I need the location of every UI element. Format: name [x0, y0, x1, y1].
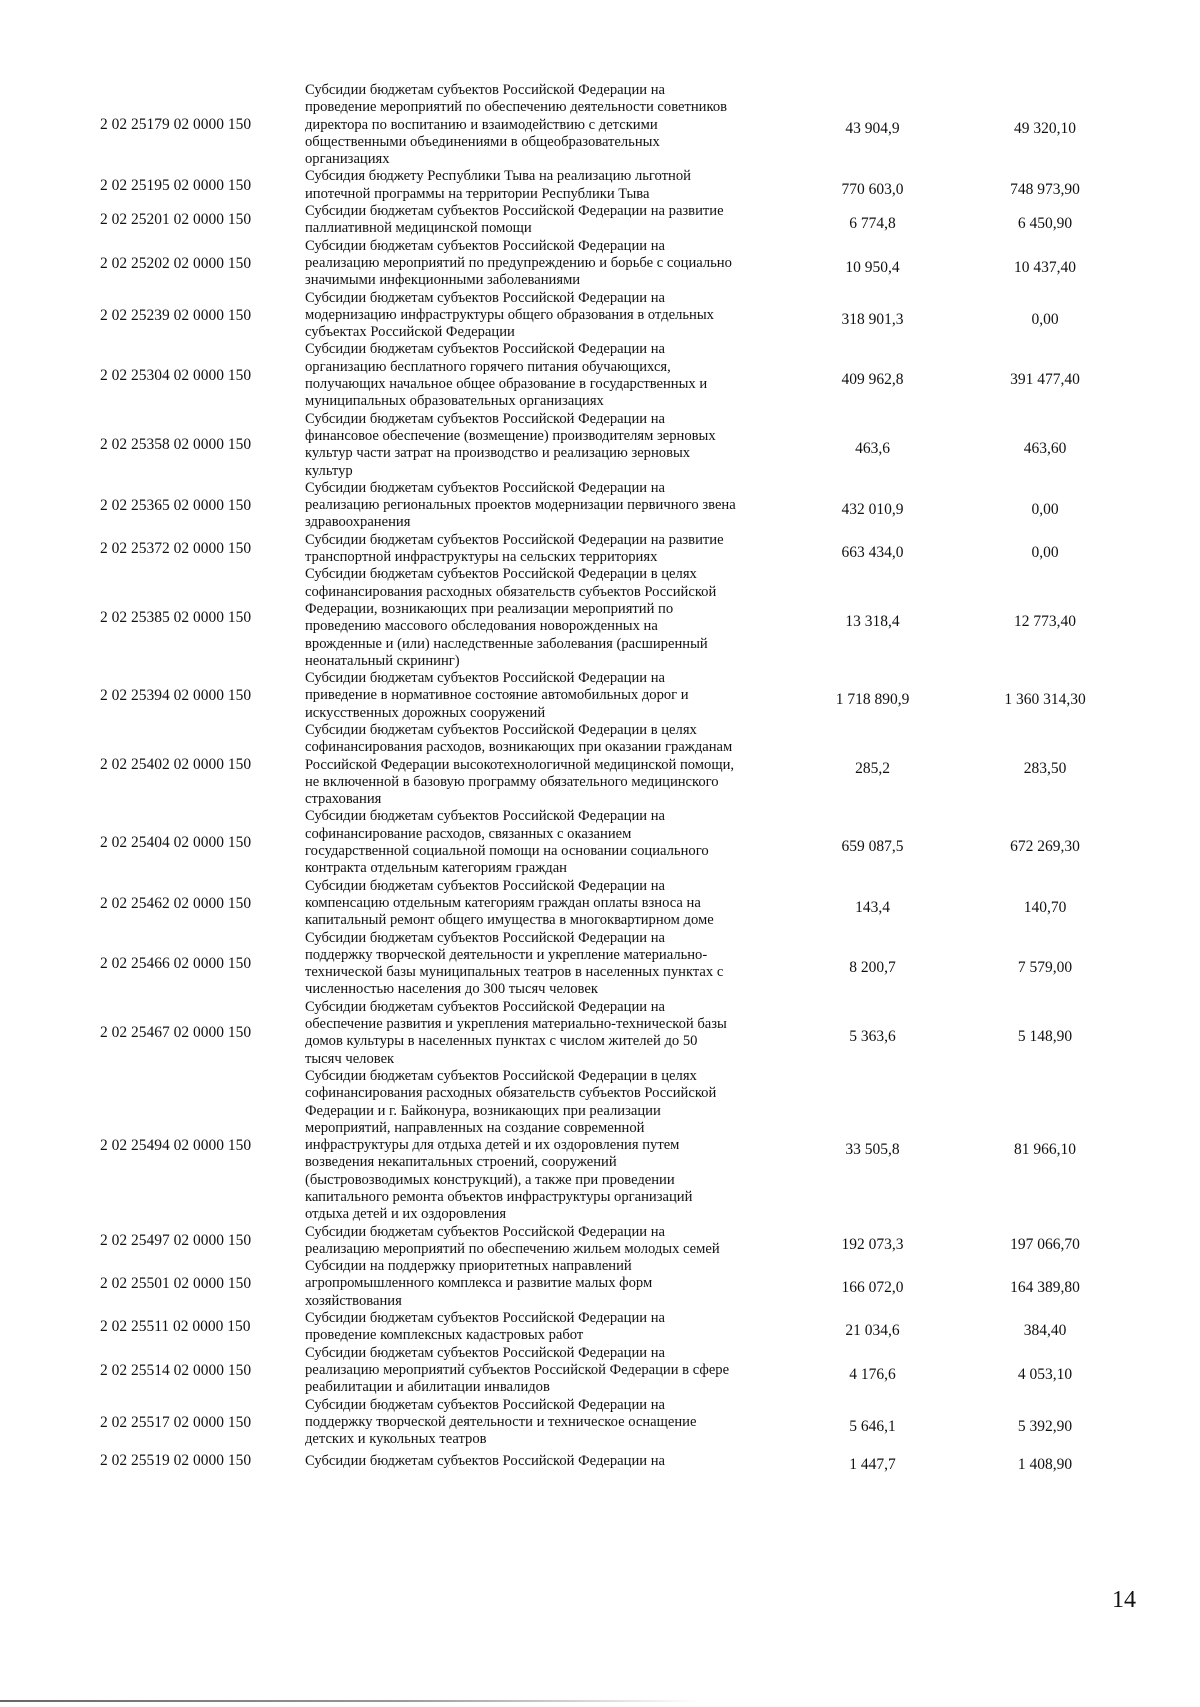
amount-plan: 6 774,8 — [849, 215, 896, 233]
amount-actual: 1 408,90 — [1017, 1456, 1073, 1474]
amount-plan: 285,2 — [855, 760, 890, 778]
table-row — [100, 1310, 1120, 1345]
amount-plan: 33 505,8 — [845, 1140, 900, 1158]
amount-plan: 409 962,8 — [841, 371, 904, 389]
amount-actual: 1 360 314,30 — [1004, 691, 1086, 709]
row-description: Субсидии бюджетам субъектов Российской Федерации в целях софинансирования расходных обязательств субъектов Российской Федерации, возникающих при реализации мероприятий по проведению массового обследования новорожденных на врожденные и (или) наследственные заболевания (расширенный неонатальный скрининг) — [305, 566, 717, 669]
table-row — [100, 566, 1120, 670]
amount-actual: 197 066,70 — [1010, 1235, 1080, 1253]
budget-code: 2 02 25402 02 0000 150 — [100, 756, 252, 774]
budget-code: 2 02 25511 02 0000 150 — [100, 1318, 251, 1336]
amount-actual: 384,40 — [1023, 1322, 1067, 1340]
budget-code: 2 02 25519 02 0000 150 — [100, 1452, 252, 1470]
budget-code: 2 02 25385 02 0000 150 — [100, 609, 252, 627]
table-row — [100, 82, 1120, 168]
row-description: Субсидии бюджетам субъектов Российской Федерации в целях софинансирования расходов, возникающих при оказании гражданам Российской Федерации высокотехнологичной медицинской помощи, не включенной в базовую программу обязательного медицинского страхования — [305, 721, 735, 808]
budget-code: 2 02 25514 02 0000 150 — [100, 1361, 252, 1379]
budget-code: 2 02 25467 02 0000 150 — [100, 1024, 252, 1042]
table-row — [100, 341, 1120, 410]
budget-code: 2 02 25394 02 0000 150 — [100, 687, 252, 705]
amount-actual: 7 579,00 — [1017, 959, 1073, 977]
row-description: Субсидии бюджетам субъектов Российской Федерации на софинансирование расходов, связанных с оказанием государственной социальной помощи на основании социального контракта отдельным категориям граждан — [305, 808, 709, 877]
amount-actual: 0,00 — [1031, 544, 1059, 562]
table-row — [100, 238, 1120, 290]
amount-plan: 13 318,4 — [845, 613, 900, 631]
amount-plan: 10 950,4 — [845, 258, 900, 276]
amount-plan: 770 603,0 — [841, 180, 904, 198]
amount-actual: 748 973,90 — [1010, 180, 1080, 198]
amount-actual: 10 437,40 — [1014, 258, 1076, 276]
table-row — [100, 1224, 1120, 1259]
row-description: Субсидии бюджетам субъектов Российской Федерации на поддержку творческой деятельности и техническое оснащение детских и кукольных театров — [305, 1396, 697, 1448]
page-number: 14 — [1112, 1587, 1136, 1613]
amount-actual: 5 392,90 — [1017, 1417, 1073, 1435]
row-description: Субсидии бюджетам субъектов Российской Федерации на компенсацию отдельным категориям граждан оплаты взноса на капитальный ремонт общего имущества в многоквартирном доме — [305, 877, 714, 929]
budget-code: 2 02 25466 02 0000 150 — [100, 955, 252, 973]
budget-code: 2 02 25358 02 0000 150 — [100, 436, 252, 454]
table-row — [100, 532, 1120, 567]
table-row — [100, 722, 1120, 808]
amount-plan: 21 034,6 — [845, 1322, 900, 1340]
table-row — [100, 878, 1120, 930]
table-row — [100, 808, 1120, 877]
table-row — [100, 290, 1120, 342]
row-description: Субсидии на поддержку приоритетных направлений агропромышленного комплекса и развитие малых форм хозяйствования — [305, 1258, 653, 1309]
row-description: Субсидии бюджетам субъектов Российской Федерации на развитие транспортной инфраструктуры на сельских территориях — [305, 531, 724, 566]
table-row — [100, 999, 1120, 1068]
budget-code: 2 02 25179 02 0000 150 — [100, 116, 252, 134]
row-description: Субсидии бюджетам субъектов Российской Федерации на реализацию региональных проектов модернизации первичного звена здравоохранения — [305, 479, 736, 531]
amount-actual: 391 477,40 — [1010, 371, 1080, 389]
amount-actual: 81 966,10 — [1014, 1140, 1076, 1158]
table-row — [100, 480, 1120, 532]
row-description: Субсидии бюджетам субъектов Российской Федерации на поддержку творческой деятельности и укрепление материально- технической базы муниципальных театров в населенных пунктах с численностью населения до 300 тысяч человек — [305, 929, 724, 998]
row-description: Субсидии бюджетам субъектов Российской Федерации на организацию бесплатного горячего питания обучающихся, получающих начальное общее образование в государственных и муниципальных образовательных организациях — [305, 341, 708, 410]
budget-code: 2 02 25501 02 0000 150 — [100, 1275, 252, 1293]
budget-code: 2 02 25304 02 0000 150 — [100, 367, 252, 385]
amount-plan: 1 718 890,9 — [835, 691, 910, 709]
amount-plan: 43 904,9 — [845, 120, 900, 138]
budget-table — [100, 82, 1120, 1474]
row-description: Субсидии бюджетам субъектов Российской Федерации на развитие паллиативной медицинской помощи — [305, 203, 724, 237]
budget-code: 2 02 25201 02 0000 150 — [100, 211, 252, 229]
table-row — [100, 670, 1120, 722]
amount-actual: 0,00 — [1031, 310, 1059, 328]
row-description: Субсидии бюджетам субъектов Российской Федерации на — [305, 1452, 665, 1469]
amount-actual: 0,00 — [1031, 500, 1059, 518]
amount-plan: 192 073,3 — [841, 1235, 904, 1253]
amount-actual: 463,60 — [1023, 440, 1067, 458]
amount-actual: 4 053,10 — [1017, 1365, 1073, 1383]
amount-plan: 8 200,7 — [849, 959, 896, 977]
amount-plan: 463,6 — [855, 440, 890, 458]
amount-actual: 5 148,90 — [1017, 1028, 1073, 1046]
row-description: Субсидии бюджетам субъектов Российской Федерации на реализацию мероприятий субъектов Российской Федерации в сфере реабилитации и абилитации инвалидов — [305, 1344, 730, 1396]
table-row — [100, 411, 1120, 480]
row-description: Субсидии бюджетам субъектов Российской Федерации на реализацию мероприятий по предупреждению и борьбе с социально значимыми инфекционными заболеваниями — [305, 237, 732, 289]
budget-code: 2 02 25494 02 0000 150 — [100, 1136, 252, 1154]
budget-code: 2 02 25462 02 0000 150 — [100, 894, 252, 912]
row-description: Субсидии бюджетам субъектов Российской Федерации на финансовое обеспечение (возмещение) производителям зерновых культур части затрат на производство и реализацию зерновых культур — [305, 410, 716, 479]
amount-plan: 143,4 — [855, 898, 890, 916]
budget-code: 2 02 25404 02 0000 150 — [100, 834, 252, 852]
table-row — [100, 203, 1120, 238]
table-row — [100, 1068, 1120, 1224]
table-row — [100, 930, 1120, 999]
table-row — [100, 1448, 1120, 1474]
amount-plan: 659 087,5 — [841, 838, 904, 856]
row-description: Субсидии бюджетам субъектов Российской Федерации на обеспечение развития и укрепления материально-технической базы домов культуры в населенных пунктах с числом жителей до 50 тысяч человек — [305, 998, 727, 1067]
budget-code: 2 02 25195 02 0000 150 — [100, 176, 252, 194]
amount-plan: 663 434,0 — [841, 544, 904, 562]
amount-actual: 12 773,40 — [1014, 613, 1076, 631]
amount-actual: 6 450,90 — [1017, 215, 1073, 233]
scan-edge-line — [0, 1700, 1200, 1702]
amount-actual: 49 320,10 — [1014, 120, 1076, 138]
table-row — [100, 1397, 1120, 1449]
amount-actual: 672 269,30 — [1010, 838, 1080, 856]
budget-code: 2 02 25372 02 0000 150 — [100, 540, 252, 558]
table-row — [100, 1345, 1120, 1397]
budget-code: 2 02 25497 02 0000 150 — [100, 1231, 252, 1249]
amount-actual: 164 389,80 — [1010, 1279, 1080, 1297]
row-description: Субсидии бюджетам субъектов Российской Федерации в целях софинансирования расходных обязательств субъектов Российской Федерации и г. Байконура, возникающих при реализации мероприятий, направленных на создание современной инфраструктуры для отдыха детей и их оздоровления путем возведения некапитальных строений, сооружений (быстровозводимых конструкций), а также при проведении капитального ремонта объектов инфраструктуры организаций отдыха детей и их оздоровления — [305, 1067, 717, 1223]
row-description: Субсидия бюджету Республики Тыва на реализацию льготной ипотечной программы на территории Республики Тыва — [305, 168, 691, 202]
row-description: Субсидии бюджетам субъектов Российской Федерации на проведение комплексных кадастровых работ — [305, 1310, 665, 1344]
row-description: Субсидии бюджетам субъектов Российской Федерации на модернизацию инфраструктуры общего образования в отдельных субъектах Российской Федерации — [305, 289, 714, 341]
budget-code: 2 02 25517 02 0000 150 — [100, 1413, 252, 1431]
table-row — [100, 1258, 1120, 1310]
amount-plan: 318 901,3 — [841, 310, 904, 328]
row-description: Субсидии бюджетам субъектов Российской Федерации на реализацию мероприятий по обеспечению жильем молодых семей — [305, 1223, 720, 1257]
amount-plan: 4 176,6 — [849, 1365, 896, 1383]
budget-code: 2 02 25202 02 0000 150 — [100, 254, 252, 272]
budget-code: 2 02 25365 02 0000 150 — [100, 496, 252, 514]
table-row — [100, 168, 1120, 203]
row-description: Субсидии бюджетам субъектов Российской Федерации на проведение мероприятий по обеспечению деятельности советников директора по воспитанию и взаимодействию с детскими общественными объединениями в общеобразовательных организациях — [305, 82, 728, 168]
row-description: Субсидии бюджетам субъектов Российской Федерации на приведение в нормативное состояние автомобильных дорог и искусственных дорожных сооружений — [305, 670, 689, 721]
amount-plan: 1 447,7 — [849, 1456, 896, 1474]
amount-actual: 140,70 — [1023, 898, 1067, 916]
amount-plan: 166 072,0 — [841, 1279, 904, 1297]
amount-plan: 5 646,1 — [849, 1417, 896, 1435]
amount-actual: 283,50 — [1023, 760, 1067, 778]
amount-plan: 432 010,9 — [841, 500, 904, 518]
budget-code: 2 02 25239 02 0000 150 — [100, 306, 252, 324]
amount-plan: 5 363,6 — [849, 1028, 896, 1046]
